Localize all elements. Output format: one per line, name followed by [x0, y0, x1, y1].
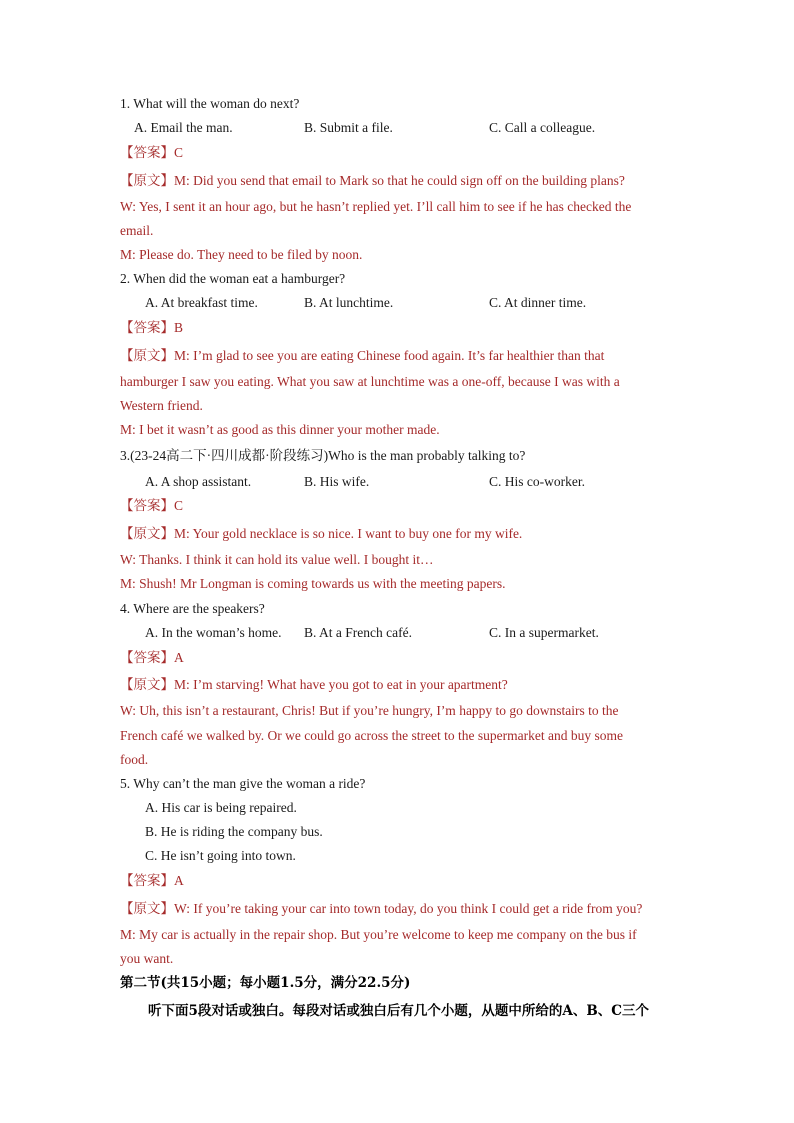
question-3-option-b: B. His wife. — [304, 474, 370, 489]
question-1-transcript-line-4: M: Please do. They need to be filed by noon. — [120, 247, 363, 262]
transcript-text: M: Did you send that email to Mark so that he could sign off on the building plans? — [174, 173, 625, 188]
question-5-option-a: A. His car is being repaired. — [145, 800, 297, 815]
question-3-option-c: C. His co-worker. — [489, 474, 585, 489]
question-2-transcript-line-2: hamburger I saw you eating. What you saw at lunchtime was a one-off, because I was with a — [120, 374, 620, 389]
section-heading: 第二节(共15小题；每小题1.5分，满分22.5分) — [120, 975, 411, 991]
question-1-answer — [120, 144, 183, 162]
question-1-option-c: C. Call a colleague. — [489, 120, 596, 135]
question-4-answer — [120, 649, 184, 667]
transcript-tag: 【原文】 — [120, 677, 174, 692]
section-instruction: 听下面5段对话或独白。每段对话或独白后有几个小题，从题中所给的A、B、C三个 — [148, 1003, 650, 1019]
question-2-stem: 2. When did the woman eat a hamburger? — [120, 271, 346, 286]
question-3-transcript-line-2: W: Thanks. I think it can hold its value well. I bought it… — [120, 552, 434, 567]
question-1-stem: 1. What will the woman do next? — [120, 96, 300, 111]
question-2-transcript-line-4: M: I bet it wasn’t as good as this dinner your mother made. — [120, 422, 440, 437]
transcript-tag: 【原文】 — [120, 901, 174, 916]
answer-value: A — [174, 650, 184, 665]
answer-tag: 【答案】 — [120, 320, 174, 335]
question-3-option-a: A. A shop assistant. — [145, 474, 252, 489]
question-5-transcript-line-3: you want. — [120, 951, 174, 966]
answer-value: A — [174, 873, 184, 888]
transcript-text: M: I’m starving! What have you got to eat in your apartment? — [174, 677, 508, 692]
answer-tag: 【答案】 — [120, 498, 174, 513]
question-5-answer — [120, 872, 184, 890]
question-1-transcript-line-2: W: Yes, I sent it an hour ago, but he hasn’t replied yet. I’ll call him to see if he has checked the — [120, 199, 632, 214]
question-3-stem: 3.(23-24高二下·四川成都·阶段练习)Who is the man probably talking to? — [120, 448, 526, 463]
question-4-transcript-line-1 — [120, 676, 508, 694]
transcript-text: M: Your gold necklace is so nice. I want to buy one for my wife. — [174, 526, 523, 541]
question-2-answer — [120, 319, 183, 337]
question-4-option-c: C. In a supermarket. — [489, 625, 599, 640]
transcript-tag: 【原文】 — [120, 526, 174, 541]
answer-value: B — [174, 320, 184, 335]
question-3-transcript-line-1 — [120, 525, 522, 543]
answer-tag: 【答案】 — [120, 873, 174, 888]
question-4-option-a: A. In the woman’s home. — [145, 625, 282, 640]
question-2-transcript-line-1 — [120, 347, 604, 365]
transcript-text: M: I’m glad to see you are eating Chinese food again. It’s far healthier than that — [174, 348, 605, 363]
question-2-option-a: A. At breakfast time. — [145, 295, 258, 310]
question-5-transcript-line-2: M: My car is actually in the repair shop. But you’re welcome to keep me company on the bus if — [120, 927, 637, 942]
answer-value: C — [174, 498, 184, 513]
transcript-text: W: If you’re taking your car into town today, do you think I could get a ride from you? — [174, 901, 643, 916]
question-5-stem: 5. Why can’t the man give the woman a ride? — [120, 776, 366, 791]
answer-value: C — [174, 145, 184, 160]
question-2-transcript-line-3: Western friend. — [120, 398, 203, 413]
transcript-tag: 【原文】 — [120, 173, 174, 188]
question-3-answer — [120, 497, 183, 515]
question-5-option-c: C. He isn’t going into town. — [145, 848, 296, 863]
question-4-transcript-line-3: French café we walked by. Or we could go across the street to the supermarket and buy some — [120, 728, 623, 743]
question-3-transcript-line-3: M: Shush! Mr Longman is coming towards us with the meeting papers. — [120, 576, 506, 591]
answer-tag: 【答案】 — [120, 650, 174, 665]
question-2-option-c: C. At dinner time. — [489, 295, 587, 310]
question-4-transcript-line-4: food. — [120, 752, 149, 767]
question-4-option-b: B. At a French café. — [304, 625, 412, 640]
question-1-transcript-line-1 — [120, 172, 625, 190]
question-1-option-b: B. Submit a file. — [304, 120, 393, 135]
question-4-transcript-line-2: W: Uh, this isn’t a restaurant, Chris! But if you’re hungry, I’m happy to go downstairs to the — [120, 703, 619, 718]
transcript-tag: 【原文】 — [120, 348, 174, 363]
question-5-transcript-line-1 — [120, 900, 642, 918]
question-2-option-b: B. At lunchtime. — [304, 295, 394, 310]
question-1-transcript-line-3: email. — [120, 223, 154, 238]
answer-tag: 【答案】 — [120, 145, 174, 160]
question-1-option-a: A. Email the man. — [134, 120, 233, 135]
question-5-option-b: B. He is riding the company bus. — [145, 824, 323, 839]
question-4-stem: 4. Where are the speakers? — [120, 601, 265, 616]
